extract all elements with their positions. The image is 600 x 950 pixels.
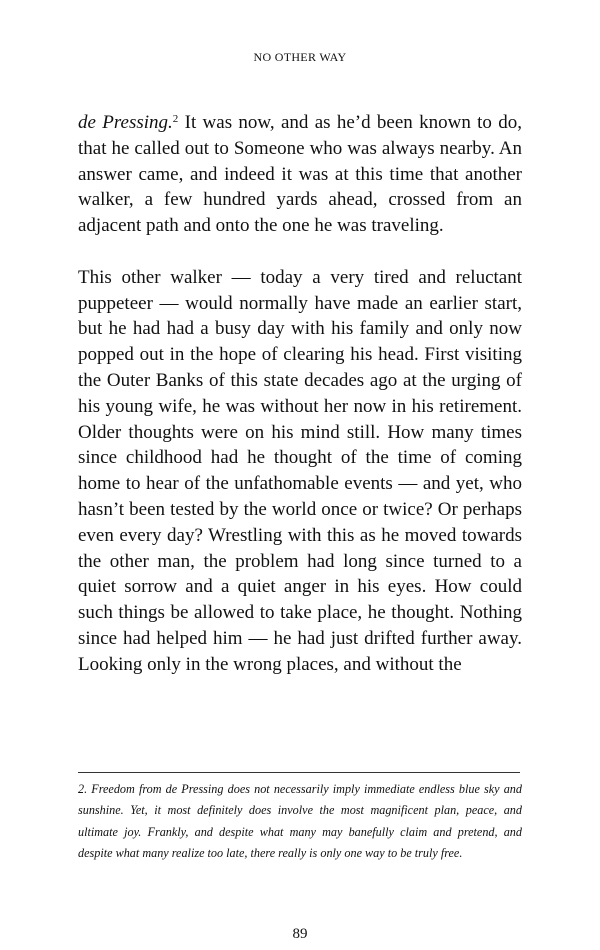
paragraph-2: This other walker — today a very tired and reluctant puppeteer — would normally have made an earlier start, but he had had a busy day with his family and only now popped out in the hope of clearing his head. First visiting the Outer Banks of this state decades ago at the urging of his young wife, he was without her now in his retirement. Older thoughts were on his mind still. How many times since childhood had he thought of the time of coming home to hear of the unfathomable events — and yet, who hasn’t been tested by the world once or twice? Or perhaps even every day? Wrestling with this as he moved towards the other man, the problem had long since turned to a quiet sorrow and a quiet anger in his eyes. How could such things be allowed to take place, he thought. Nothing since had helped him — he had just drifted further away. Looking only in the wrong places, and without the bbox=[78, 266, 522, 675]
page-number: 89 bbox=[292, 926, 308, 942]
running-head: NO OTHER WAY bbox=[253, 50, 347, 64]
paragraph-1 bbox=[78, 110, 522, 239]
footnote-divider bbox=[78, 772, 520, 773]
body-text bbox=[78, 110, 522, 678]
paragraph-1-text: It was now, and as he’d been known to do, that he called out to Someone who was always nearby. An answer came, and indeed it was at this time that another walker, a few hundred yards ahead, crossed from an adjacent path and onto the one he was traveling. bbox=[78, 112, 522, 237]
footnote-reference[interactable]: 2 bbox=[172, 112, 179, 125]
italic-lead: de Pressing. bbox=[78, 112, 173, 133]
footnote: 2. Freedom from de Pressing does not necessarily imply immediate endless blue sky and sunshine. Yet, it most definitely does involve the most magnificent plan, peace, and ultimate joy. Frankly, and despite what many may banefully claim and pretend, and despite what many realize too late, there really is only one way to be truly free. bbox=[78, 782, 522, 861]
